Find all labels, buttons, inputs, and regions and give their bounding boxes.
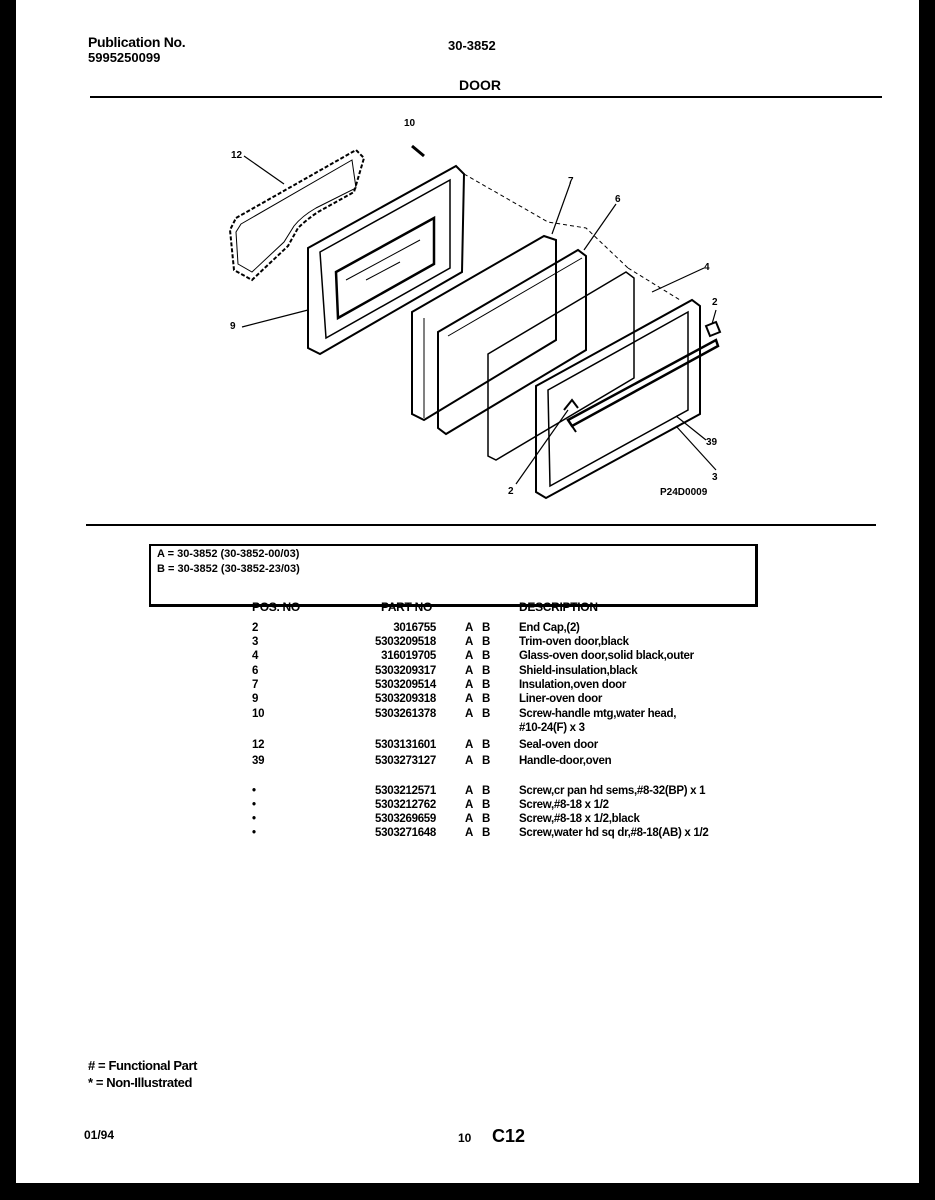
callout-2-end-cap: 2 <box>712 297 718 308</box>
table-row <box>16 708 919 722</box>
pos-cell: 2 <box>252 622 259 634</box>
publication-number: 5995250099 <box>88 50 161 65</box>
model-number: 30-3852 <box>448 38 496 53</box>
pos-cell: • <box>252 785 256 797</box>
variant-a-cell: A <box>465 693 474 705</box>
variant-a-cell: A <box>465 650 474 662</box>
pos-cell: 4 <box>252 650 259 662</box>
description-cell: Handle-door,oven <box>519 755 612 767</box>
callout-2-lower: 2 <box>508 486 514 497</box>
description-cell: Screw,#8-18 x 1/2 <box>519 799 609 811</box>
description-cell: Liner-oven door <box>519 693 603 705</box>
part-number-cell: 5303273127 <box>375 755 436 767</box>
table-row <box>16 679 919 693</box>
variant-b-cell: B <box>482 665 491 677</box>
pos-cell: 3 <box>252 636 259 648</box>
callout-39: 39 <box>706 437 718 448</box>
part-number-cell: 5303261378 <box>375 708 436 720</box>
table-row <box>16 622 919 636</box>
variant-b-cell: B <box>482 813 491 825</box>
variant-b-cell: B <box>482 827 491 839</box>
description-header: DESCRIPTION <box>519 600 598 614</box>
exploded-door-diagram <box>16 100 919 520</box>
variant-a-cell: A <box>465 755 474 767</box>
pos-no-header: POS. NO <box>252 600 300 614</box>
callout-3: 3 <box>712 472 718 483</box>
part-number-cell: 5303212762 <box>375 799 436 811</box>
variant-b-cell: B <box>482 693 491 705</box>
variant-a-cell: A <box>465 622 474 634</box>
part-number-cell: 5303212571 <box>375 785 436 797</box>
callout-6: 6 <box>615 194 621 205</box>
description-cell: Screw-handle mtg,water head, <box>519 708 677 720</box>
variant-b-cell: B <box>482 622 491 634</box>
part-number-cell: 5303269659 <box>375 813 436 825</box>
pos-cell: 7 <box>252 679 259 691</box>
description-cell: End Cap,(2) <box>519 622 580 634</box>
variant-b-cell: B <box>482 739 491 751</box>
variant-b-cell: B <box>482 755 491 767</box>
variant-b-cell: B <box>482 708 491 720</box>
variant-a-cell: A <box>465 679 474 691</box>
part-number-cell: 5303131601 <box>375 739 436 751</box>
variant-a-cell: A <box>465 708 474 720</box>
table-row <box>16 813 919 827</box>
variant-a: A = 30-3852 (30-3852-00/03) <box>157 548 300 560</box>
table-row <box>16 827 919 841</box>
variant-b: B = 30-3852 (30-3852-23/03) <box>157 563 300 575</box>
variant-b-cell: B <box>482 650 491 662</box>
description-cell: Screw,#8-18 x 1/2,black <box>519 813 640 825</box>
table-row-continuation <box>16 722 919 736</box>
variant-b-cell: B <box>482 799 491 811</box>
part-number-cell: 5303209518 <box>375 636 436 648</box>
table-row <box>16 693 919 707</box>
part-no-header: PART NO <box>381 600 433 614</box>
table-row <box>16 636 919 650</box>
pos-cell: 9 <box>252 693 259 705</box>
callout-4: 4 <box>704 262 710 273</box>
variant-a-cell: A <box>465 785 474 797</box>
functional-part-legend: # = Functional Part <box>88 1058 198 1073</box>
variant-a-cell: A <box>465 665 474 677</box>
table-row <box>16 739 919 753</box>
section-rule <box>86 524 876 526</box>
description-cell: Shield-insulation,black <box>519 665 638 677</box>
variant-b-cell: B <box>482 679 491 691</box>
callout-12: 12 <box>231 150 243 161</box>
pos-cell: • <box>252 799 256 811</box>
description-cell: Trim-oven door,black <box>519 636 629 648</box>
description-cell: Seal-oven door <box>519 739 598 751</box>
part-number-cell: 5303271648 <box>375 827 436 839</box>
variant-b-cell: B <box>482 785 491 797</box>
description-cell: #10-24(F) x 3 <box>519 722 585 734</box>
variant-b-cell: B <box>482 636 491 648</box>
pos-cell: • <box>252 813 256 825</box>
description-cell: Screw,cr pan hd sems,#8-32(BP) x 1 <box>519 785 706 797</box>
pos-cell: 39 <box>252 755 265 767</box>
variant-a-cell: A <box>465 827 474 839</box>
table-row <box>16 799 919 813</box>
description-cell: Screw,water hd sq dr,#8-18(AB) x 1/2 <box>519 827 709 839</box>
publication-label: Publication No. <box>88 34 186 50</box>
header-rule <box>90 96 882 98</box>
part-number-cell: 316019705 <box>381 650 436 662</box>
table-row <box>16 650 919 664</box>
footer-date: 01/94 <box>84 1128 115 1142</box>
pos-cell: 6 <box>252 665 259 677</box>
part-number-cell: 5303209318 <box>375 693 436 705</box>
variant-a-cell: A <box>465 636 474 648</box>
pos-cell: 10 <box>252 708 265 720</box>
part-number-cell: 5303209317 <box>375 665 436 677</box>
variant-a-cell: A <box>465 739 474 751</box>
footer-page-number: 10 <box>458 1131 472 1145</box>
diagram-code: P24D0009 <box>660 487 708 498</box>
pos-cell: 12 <box>252 739 265 751</box>
variant-a-cell: A <box>465 799 474 811</box>
non-illustrated-legend: * = Non-Illustrated <box>88 1075 192 1090</box>
callout-7: 7 <box>568 176 574 187</box>
callout-10: 10 <box>404 118 416 129</box>
section-title: DOOR <box>459 77 501 93</box>
callout-9: 9 <box>230 321 236 332</box>
pos-cell: • <box>252 827 256 839</box>
part-number-cell: 3016755 <box>393 622 436 634</box>
table-row <box>16 665 919 679</box>
variant-legend-box <box>149 544 758 607</box>
table-row <box>16 785 919 799</box>
footer-section-code: C12 <box>492 1126 526 1146</box>
variant-a-cell: A <box>465 813 474 825</box>
description-cell: Glass-oven door,solid black,outer <box>519 650 694 662</box>
table-row <box>16 755 919 769</box>
parts-list-page <box>16 0 919 1183</box>
description-cell: Insulation,oven door <box>519 679 627 691</box>
part-number-cell: 5303209514 <box>375 679 436 691</box>
